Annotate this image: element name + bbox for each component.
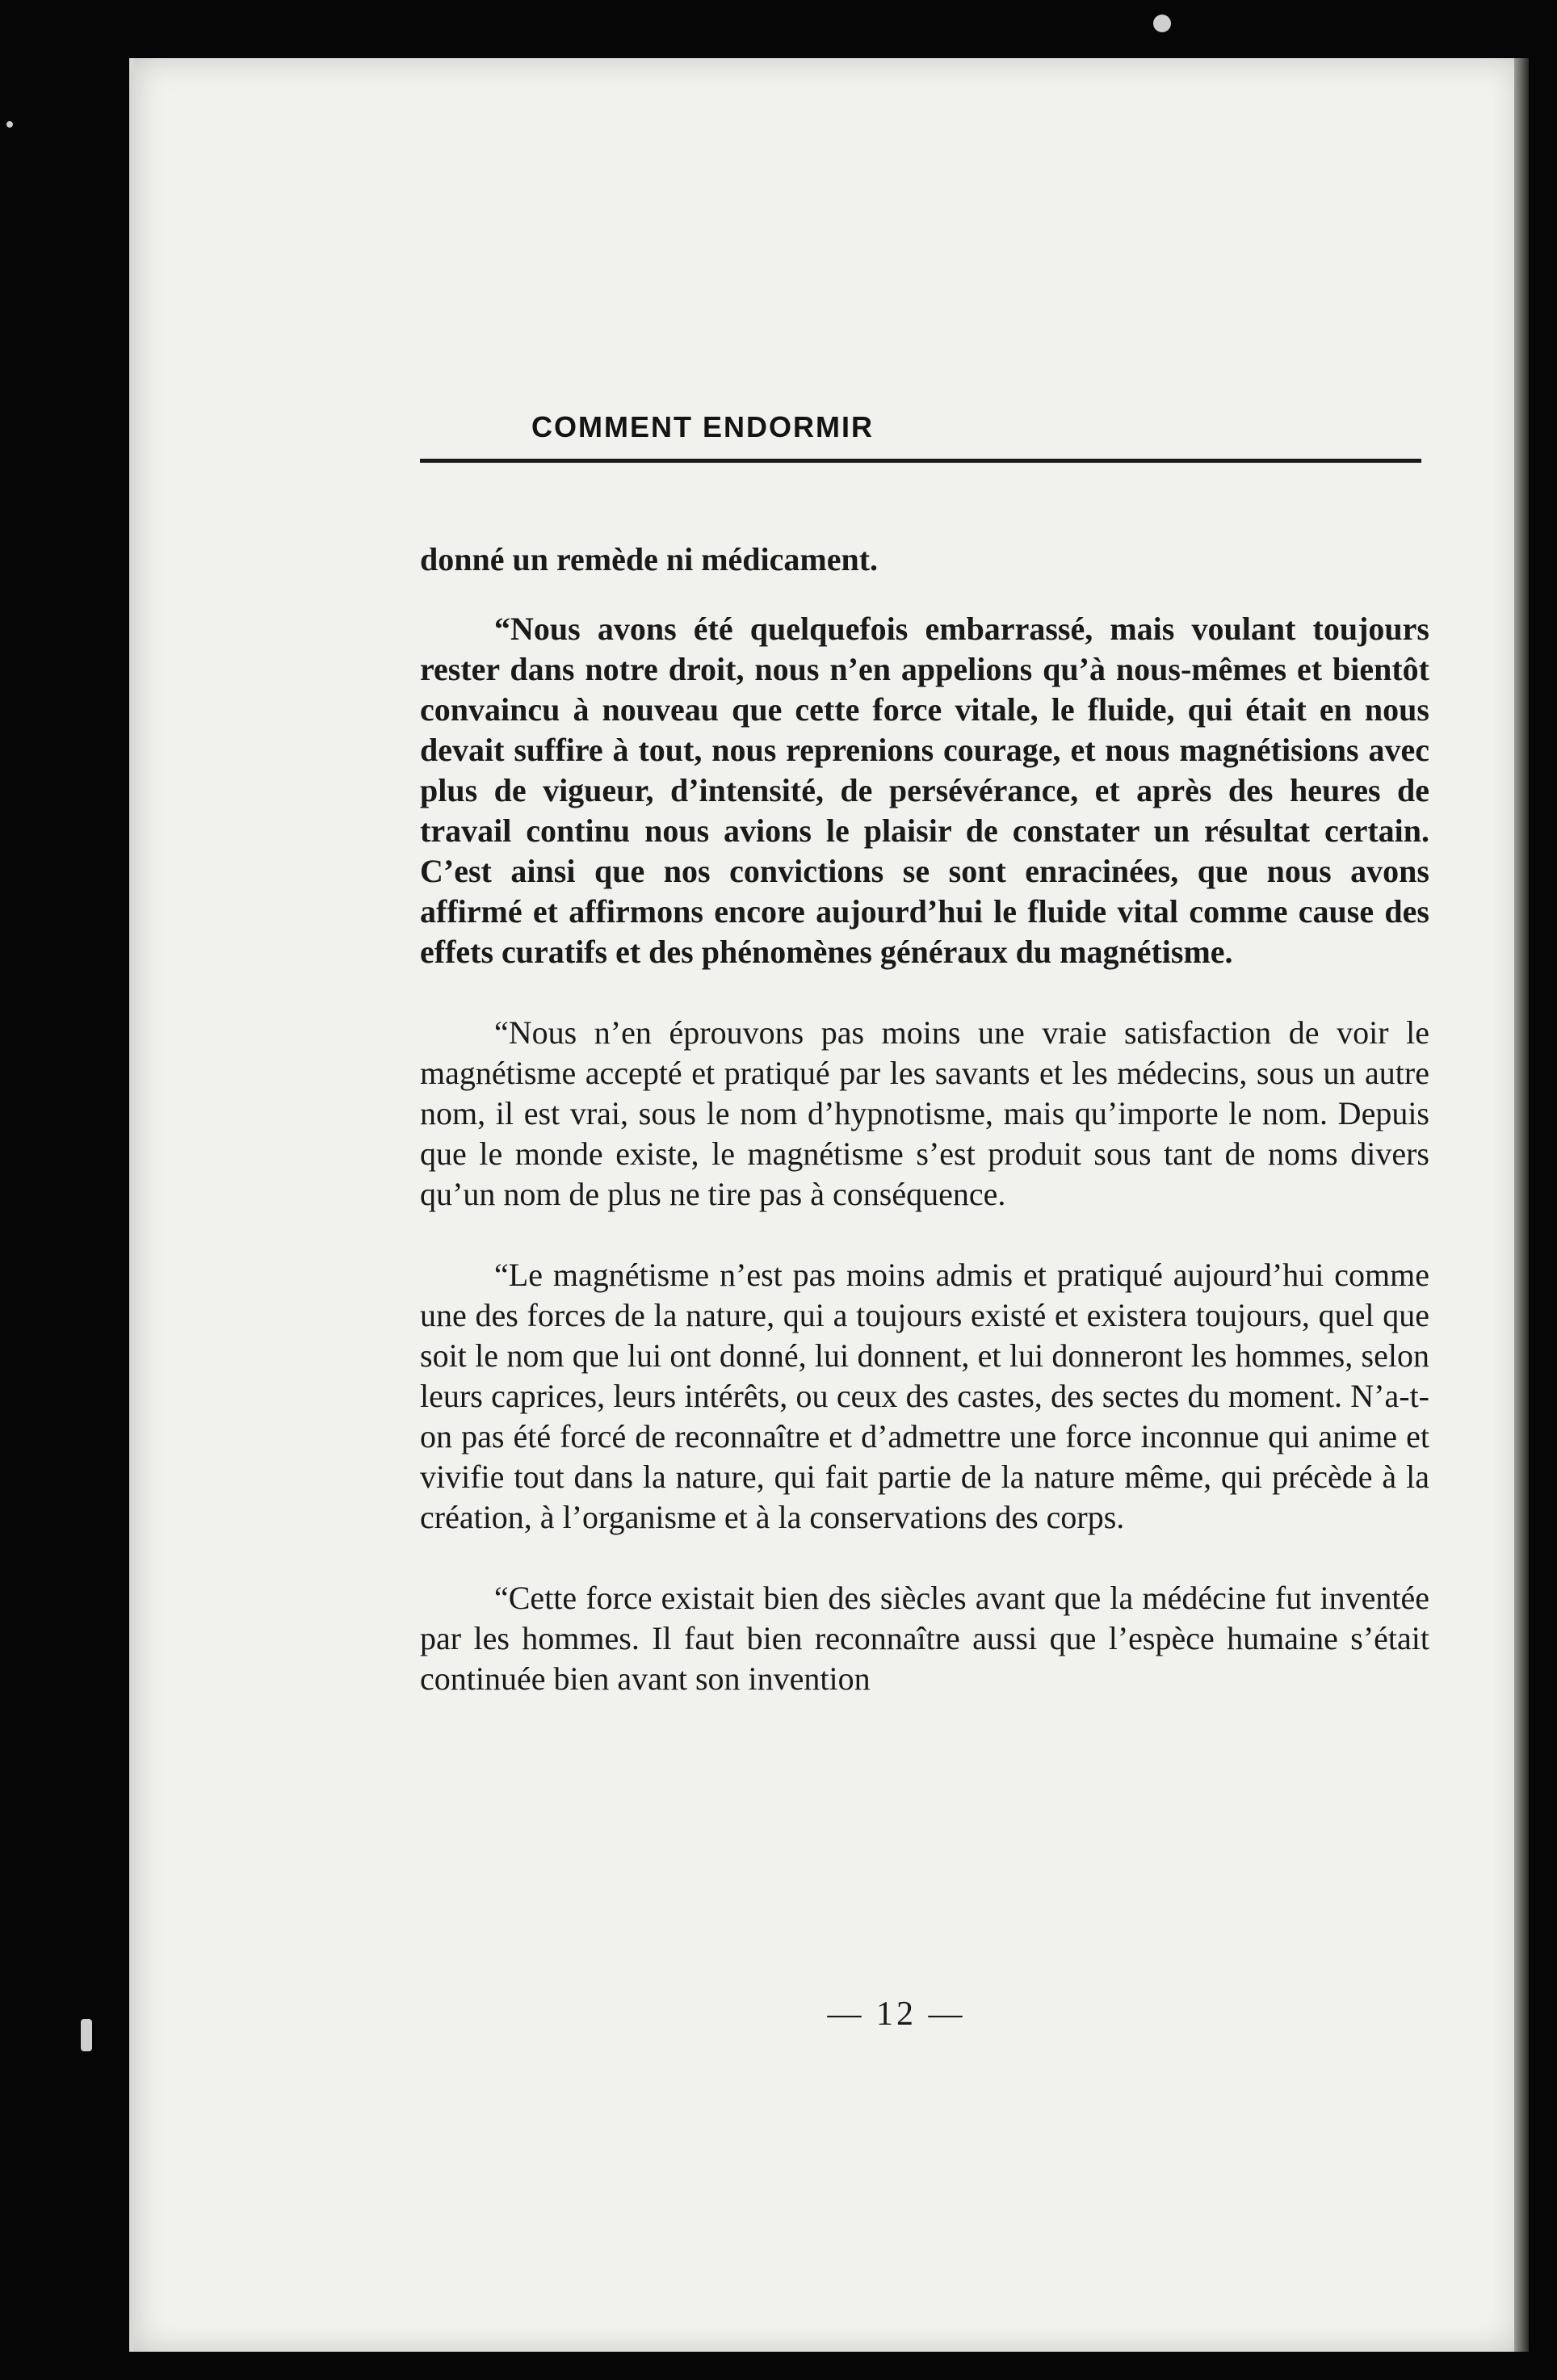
paragraph: donné un remède ni médicament. [420, 541, 879, 577]
page-number: — 12 — [827, 1996, 966, 2033]
body-text [420, 539, 1429, 1740]
dust-speck [81, 2019, 92, 2051]
paragraph: “Cette force existait bien des siècles avant que la médécine fut inventée par les hommes. Il faut bien reconnaître aussi que l’espèce humaine s’était continuée bien avant son invention [420, 1580, 1429, 1697]
dust-speck [6, 121, 13, 128]
paragraph: “Nous n’en éprouvons pas moins une vraie satisfaction de voir le magnétisme accepté et pratiqué par les savants et les médecins, sous un autre nom, il est vrai, sous le nom d’hypnotisme, mais qu’importe le nom. Depuis que le monde existe, le magnétisme s’est produit sous tant de noms divers qu’un nom de plus ne tire pas à conséquence. [420, 1014, 1429, 1212]
paragraph: “Le magnétisme n’est pas moins admis et pratiqué aujourd’hui comme une des forces de la nature, qui a toujours existé et existera toujours, quel que soit le nom que lui ont donné, lui donnent, et lui donneront les hommes, selon leurs caprices, leurs intérêts, ou ceux des castes, des sectes du moment. N’a-t-on pas été forcé de reconnaître et d’admettre une force inconnue qui anime et vivifie tout dans la nature, qui fait partie de la nature même, qui précède à la création, à l’organisme et à la conservations des corps. [420, 1257, 1429, 1535]
header-rule [420, 459, 1421, 463]
page-edge [1514, 58, 1529, 2352]
running-header: COMMENT ENDORMIR [531, 410, 874, 443]
paragraph: “Nous avons été quelquefois embarrassé, mais voulant toujours rester dans notre droit, nous n’en appelions qu’à nous-mêmes et bientôt convaincu à nouveau que cette force vitale, le fluide, qui était en nous devait suffire à tout, nous reprenions courage, et nous magnétisions avec plus de vigueur, d’intensité, de persévérance, et après des heures de travail continu nous avions le plaisir de constater un résultat certain. C’est ainsi que nos convictions se sont enracinées, que nous avons affirmé et affirmons encore aujourd’hui le fluide vital comme cause des effets curatifs et des phénomènes généraux du magnétisme. [420, 611, 1429, 970]
dust-speck [1153, 15, 1171, 32]
